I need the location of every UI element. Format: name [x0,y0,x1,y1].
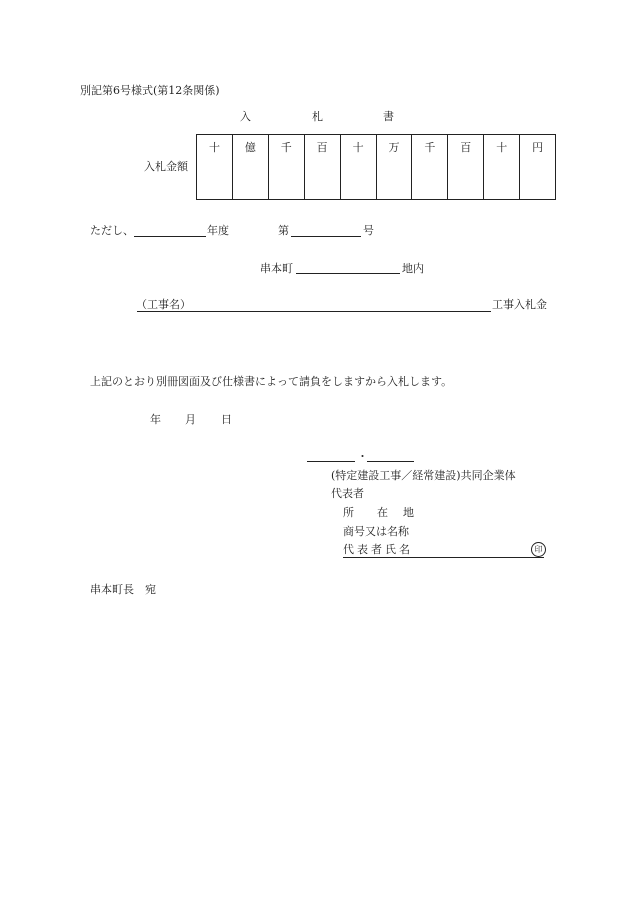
location-suffix: 地内 [402,262,424,275]
proviso-prefix: ただし、 [90,224,134,237]
jv-type-label: (特定建設工事／経常建設)共同企業体 [331,469,516,482]
representative-label: 代表者 [331,487,364,500]
bid-statement: 上記のとおり別冊図面及び仕様書によって請負をしますから入札します。 [90,375,453,388]
date-month-label: 月 [185,413,196,426]
bid-amount-label: 入札金額 [144,160,188,173]
number-suffix: 号 [363,224,374,237]
number-prefix: 第 [278,224,289,237]
document-title-char-2: 札 [312,110,323,123]
town-name: 串本町 [260,262,293,275]
amount-cell-oku[interactable]: 億 [233,135,269,199]
amount-cell-yen[interactable]: 円 [532,141,544,154]
amount-cell-ten-man[interactable]: 十 [341,135,377,199]
address-label-char-3: 地 [403,506,414,519]
date-day-label: 日 [221,413,232,426]
date-year-label: 年 [150,413,161,426]
amount-cell-thousand-man[interactable]: 千 [269,135,305,199]
amount-cell-man[interactable]: 万 [377,135,413,199]
project-suffix: 工事入札金 [492,298,547,311]
jv-name-field-1[interactable] [307,461,355,462]
bid-amount-grid [196,134,556,200]
jv-name-field-2[interactable] [367,461,414,462]
seal-icon: 印 [531,542,546,557]
representative-name-field[interactable] [343,557,544,558]
number-field[interactable] [291,236,361,237]
document-title-char-1: 入 [240,110,251,123]
address-label-char-1: 所 [343,506,354,519]
document-title-char-3: 書 [383,110,394,123]
amount-cell-thousand[interactable]: 千 [412,135,448,199]
representative-name-label: 代表者氏名 [343,543,413,556]
jv-separator-dot: ・ [357,450,368,463]
form-number-label: 別記第6号様式(第12条関係) [80,84,220,97]
project-name-label: （工事名） [136,298,191,311]
location-field[interactable] [296,273,400,274]
amount-cell-hundred-man[interactable]: 百 [305,135,341,199]
amount-cell-ten[interactable]: 十 [484,135,520,199]
fiscal-year-field[interactable] [134,236,206,237]
address-label-char-2: 在 [377,506,388,519]
project-name-field[interactable] [137,311,491,312]
addressee: 串本町長 宛 [90,583,156,596]
company-name-label: 商号又は名称 [343,525,409,538]
fiscal-year-suffix: 年度 [207,224,229,237]
amount-cell-ten-oku[interactable]: 十 [197,135,233,199]
amount-cell-hundred[interactable]: 百 [448,135,484,199]
